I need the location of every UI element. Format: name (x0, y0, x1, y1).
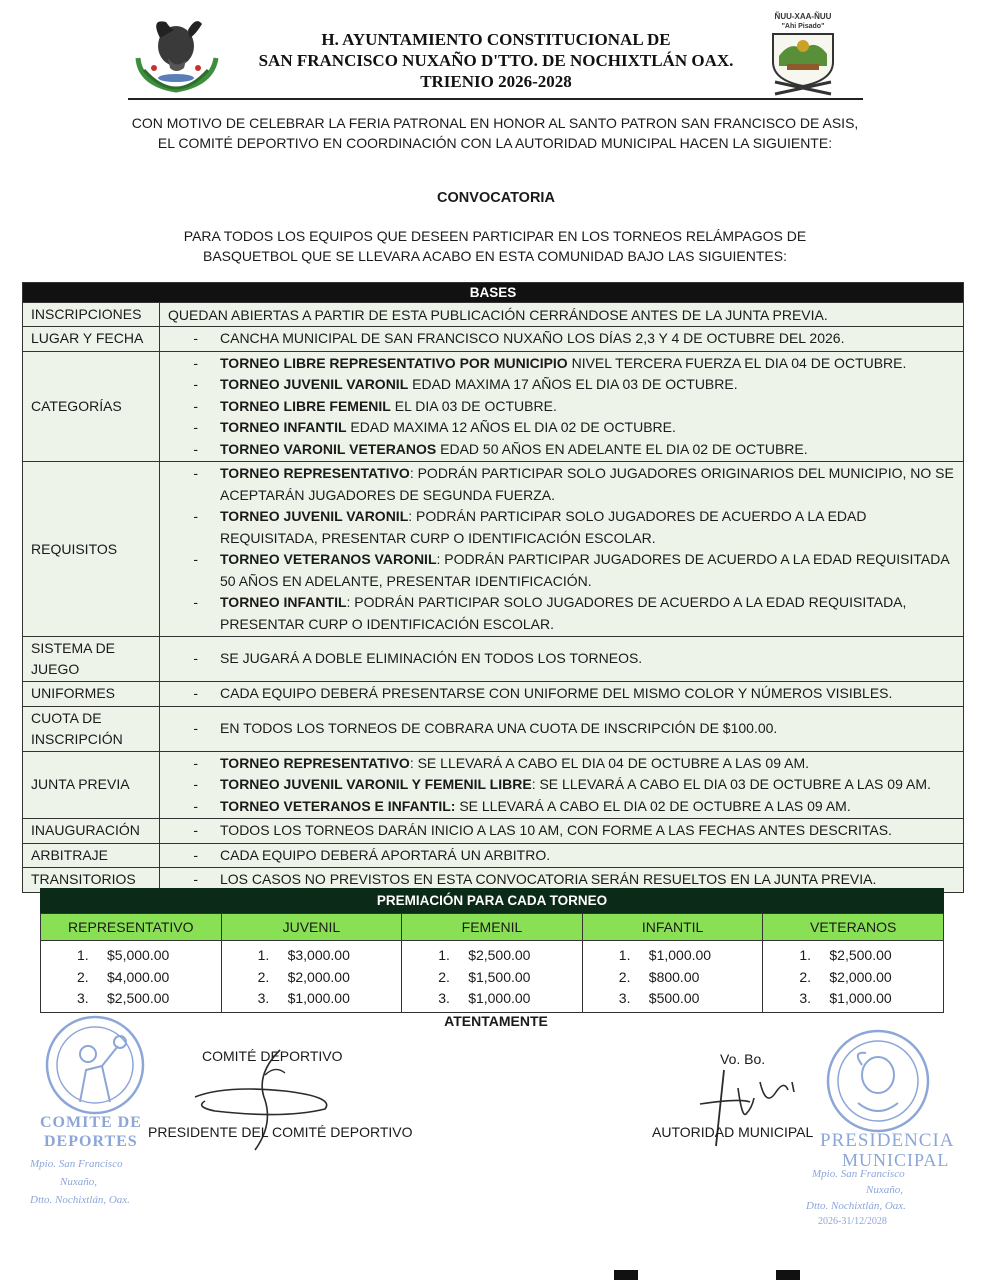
prize-column-header: VETERANOS (763, 914, 944, 941)
row-label-cuota (23, 706, 160, 751)
prize-cell (41, 941, 222, 1013)
scan-mark (614, 1270, 638, 1280)
prize-amount: $1,000.00 (468, 990, 531, 1006)
prize-amount: $5,000.00 (107, 947, 170, 963)
header-line-2: SAN FRANCISCO NUXAÑO D'TTO. DE NOCHIXTLÁN OAX. (258, 51, 734, 70)
row-text-inauguracion: TODOS LOS TORNEOS DARÁN INICIO A LAS 10 AM, CON FORME A LAS FECHAS ANTES DESCRITAS. (220, 822, 892, 838)
category-bold: TORNEO VARONIL VETERANOS (220, 440, 437, 457)
prize-amount: $2,000.00 (287, 968, 350, 985)
bullet-dash: - (193, 376, 198, 392)
prize-cell (221, 941, 402, 1013)
seal-right-line-1: PRESIDENCIA (820, 1130, 955, 1151)
category-text: EDAD MAXIMA 17 AÑOS EL DIA 03 DE OCTUBRE. (408, 376, 738, 392)
prize-amount: $1,000.00 (287, 990, 350, 1006)
bullet-dash: - (193, 776, 198, 792)
category-text: EL DIA 03 DE OCTUBRE. (390, 397, 557, 414)
junta-bold: TORNEO JUVENIL VARONIL Y FEMENIL LIBRE (220, 776, 532, 792)
autoridad-label: AUTORIDAD MUNICIPAL (652, 1124, 814, 1140)
table-row (23, 819, 964, 844)
prize-rank: 3. (799, 990, 812, 1006)
comite-label: COMITÉ DEPORTIVO (202, 1048, 343, 1064)
comite-seal-icon (40, 1010, 150, 1120)
prize-amount: $1,000.00 (829, 990, 892, 1006)
prize-rank: 3. (257, 990, 270, 1006)
table-row (23, 751, 964, 819)
prize-cell (582, 941, 763, 1013)
seal-right-line-6: 2026-31/12/2028 (818, 1216, 887, 1227)
bullet-dash: - (193, 440, 198, 457)
row-text-cuota: EN TODOS LOS TORNEOS DE COBRARA UNA CUOTA DE INSCRIPCIÓN DE $100.00. (220, 719, 778, 736)
prize-rank: 3. (618, 990, 631, 1006)
sistema-label-1: SISTEMA DE (31, 640, 116, 656)
category-text: NIVEL TERCERA FUERZA EL DIA 04 DE OCTUBRE. (567, 354, 907, 371)
junta-bold: TORNEO REPRESENTATIVO (220, 754, 410, 771)
atentamente-label: ATENTAMENTE (444, 1013, 548, 1029)
row-label-inauguracion: INAUGURACIÓN (23, 819, 160, 844)
bullet-dash: - (193, 330, 198, 346)
category-bold: TORNEO INFANTIL (220, 419, 347, 435)
category-text: EDAD 50 AÑOS EN ADELANTE EL DIA 02 DE OCTUBRE. (436, 440, 808, 457)
cuota-label-2: INSCRIPCIÓN (31, 730, 123, 747)
seal-right-line-4: Nuxaño, (866, 1184, 903, 1196)
row-label-arbitraje: ARBITRAJE (23, 843, 160, 868)
cuota-label-1: CUOTA DE (31, 709, 102, 726)
prize-amount: $3,000.00 (287, 947, 350, 963)
prize-cell (763, 941, 944, 1013)
header-line-3: TRIENIO 2026-2028 (420, 72, 572, 91)
row-label-uniformes: UNIFORMES (23, 682, 160, 707)
bullet-dash: - (193, 822, 198, 838)
requirement-bold: TORNEO JUVENIL VARONIL (220, 508, 409, 524)
prize-rank: 2. (257, 968, 270, 985)
row-label-sistema (23, 637, 160, 682)
prize-rank: 1. (799, 947, 812, 963)
table-row (23, 462, 964, 637)
seal-right-line-3: Mpio. San Francisco (812, 1168, 905, 1180)
prize-rank: 1. (257, 947, 270, 963)
prize-amount: $4,000.00 (107, 968, 170, 985)
bullet-dash: - (193, 754, 198, 771)
seal-left-line-3: Mpio. San Francisco (30, 1158, 123, 1170)
logo-text-2: "Ahi Pisado" (781, 23, 825, 30)
prize-rank: 2. (618, 968, 631, 985)
prize-table (40, 913, 944, 1013)
row-label-categorias: CATEGORÍAS (23, 351, 160, 462)
requirement-text: : PODRÁN PARTICIPAR JUGADORES DE ACUERDO A LA EDAD REQUISITADA 50 AÑOS EN ADELANTE, PRESENTAR IDENTIFICACIÓN. (220, 551, 949, 589)
seal-left-line-2: DEPORTES (44, 1133, 138, 1150)
bullet-dash: - (193, 797, 198, 814)
row-text-inscripciones: QUEDAN ABIERTAS A PARTIR DE ESTA PUBLICACIÓN CERRÁNDOSE ANTES DE LA JUNTA PREVIA. (160, 303, 964, 327)
row-text-transitorios: LOS CASOS NO PREVISTOS EN ESTA CONVOCATORIA SERÁN RESUELTOS EN LA JUNTA PREVIA. (220, 871, 877, 887)
seal-right-line-5: Dtto. Nochixtlán, Oax. (806, 1200, 906, 1212)
document-header (0, 0, 992, 105)
table-row (23, 351, 964, 462)
junta-bold: TORNEO VETERANOS E INFANTIL: (220, 797, 456, 814)
vobo-label: Vo. Bo. (720, 1051, 766, 1067)
sistema-label-2: JUEGO (31, 661, 80, 677)
convocatoria-title: CONVOCATORIA (437, 190, 555, 206)
row-label-inscripciones: INSCRIPCIONES (23, 303, 160, 327)
bullet-dash: - (193, 419, 198, 435)
junta-text: SE LLEVARÁ A CABO EL DIA 02 DE OCTUBRE A LAS 09 AM. (455, 797, 851, 814)
bullet-dash: - (193, 551, 198, 567)
bases-table (22, 282, 964, 893)
bullet-dash: - (193, 650, 198, 667)
intro-paragraph: CON MOTIVO DE CELEBRAR LA FERIA PATRONAL EN HONOR AL SANTO PATRON SAN FRANCISCO DE ASIS, EL COMITÉ DEPORTIVO EN COORDINACIÓN CON LA AUTORIDAD MUNICIPAL HACEN LA SIGUIENTE: (131, 115, 859, 151)
prize-section (40, 888, 944, 1013)
seal-left-line-4: Nuxaño, (60, 1176, 97, 1188)
requirement-text: : PODRÁN PARTICIPAR SOLO JUGADORES DE ACUERDO A LA EDAD REQUISITADA, PRESENTAR CURP O IDENTIFICACIÓN ESCOLAR. (220, 508, 867, 546)
bullet-dash: - (193, 871, 198, 887)
bullet-dash: - (193, 719, 198, 736)
row-label-junta: JUNTA PREVIA (23, 751, 160, 819)
municipal-seal-icon (822, 1025, 934, 1137)
row-label-requisitos: REQUISITOS (23, 462, 160, 637)
prize-rank: 3. (77, 990, 89, 1006)
town-logo (765, 10, 841, 98)
row-text-uniformes: CADA EQUIPO DEBERÁ PRESENTARSE CON UNIFORME DEL MISMO COLOR Y NÚMEROS VISIBLES. (220, 685, 893, 701)
prize-rank: 2. (438, 968, 450, 985)
bullet-dash: - (193, 508, 198, 524)
table-row (23, 843, 964, 868)
prize-column-header: INFANTIL (582, 914, 763, 941)
row-label-transitorios: TRANSITORIOS (23, 868, 160, 893)
requirement-bold: TORNEO REPRESENTATIVO (220, 465, 410, 481)
row-text-arbitraje: CADA EQUIPO DEBERÁ APORTARÁ UN ARBITRO. (220, 846, 551, 863)
table-row (23, 327, 964, 352)
bullet-dash: - (193, 846, 198, 863)
category-text: EDAD MAXIMA 12 AÑOS EL DIA 02 DE OCTUBRE. (346, 419, 676, 435)
prize-amount: $2,500.00 (107, 990, 170, 1006)
prize-cell (402, 941, 583, 1013)
participation-paragraph: PARA TODOS LOS EQUIPOS QUE DESEEN PARTICIPAR EN LOS TORNEOS RELÁMPAGOS DE BASQUETBOL QUE SE LLEVARA ACABO EN ESTA COMUNIDAD BAJO LAS SIGUIENTES: (183, 228, 807, 264)
junta-text: : SE LLEVARÁ A CABO EL DIA 04 DE OCTUBRE A LAS 09 AM. (409, 754, 809, 771)
header-line-1: H. AYUNTAMIENTO CONSTITUCIONAL DE (321, 30, 671, 49)
seal-right-line-2: MUNICIPAL (842, 1150, 950, 1170)
row-text-sistema: SE JUGARÁ A DOBLE ELIMINACIÓN EN TODOS LOS TORNEOS. (220, 650, 643, 667)
junta-text: : SE LLEVARÁ A CABO EL DIA 03 DE OCTUBRE A LAS 09 AM. (531, 776, 931, 792)
row-label-lugar: LUGAR Y FECHA (23, 327, 160, 352)
prize-column-header: JUVENIL (221, 914, 402, 941)
prize-rank: 1. (618, 947, 631, 963)
bullet-dash: - (193, 397, 198, 414)
requirement-bold: TORNEO VETERANOS VARONIL (220, 551, 437, 567)
bullet-dash: - (193, 354, 198, 371)
prize-rank: 2. (77, 968, 89, 985)
prize-header: PREMIACIÓN PARA CADA TORNEO (40, 888, 944, 913)
category-bold: TORNEO LIBRE FEMENIL (220, 397, 391, 414)
category-bold: TORNEO LIBRE REPRESENTATIVO POR MUNICIPIO (220, 354, 568, 371)
prize-rank: 1. (77, 947, 89, 963)
bullet-dash: - (193, 465, 198, 481)
prize-amount: $1,000.00 (648, 947, 712, 963)
category-bold: TORNEO JUVENIL VARONIL (220, 376, 409, 392)
prize-amount: $2,500.00 (468, 947, 531, 963)
prize-amount: $500.00 (648, 990, 700, 1006)
bullet-dash: - (193, 685, 198, 701)
logo-text-1: ÑUU-XAA-ÑUU (774, 12, 832, 21)
prize-rank: 3. (438, 990, 450, 1006)
requirement-bold: TORNEO INFANTIL (220, 594, 347, 610)
scan-mark (776, 1270, 800, 1280)
row-text-lugar: CANCHA MUNICIPAL DE SAN FRANCISCO NUXAÑO LOS DÍAS 2,3 Y 4 DE OCTUBRE DEL 2026. (220, 330, 845, 346)
prize-amount: $2,000.00 (829, 968, 892, 985)
table-row (23, 706, 964, 751)
seal-left-line-1: COMITE DE (40, 1114, 142, 1131)
prize-rank: 1. (438, 947, 450, 963)
header-divider (128, 98, 863, 100)
prize-column-header: REPRESENTATIVO (41, 914, 222, 941)
presidente-label: PRESIDENTE DEL COMITÉ DEPORTIVO (148, 1124, 413, 1140)
requirement-text: : PODRÁN PARTICIPAR SOLO JUGADORES DE ACUERDO A LA EDAD REQUISITADA, PRESENTAR CURP O IDENTIFICACIÓN ESCOLAR. (220, 594, 907, 632)
prize-amount: $2,500.00 (829, 947, 892, 963)
table-row (23, 637, 964, 682)
seal-left-line-5: Dtto. Nochixtlán, Oax. (30, 1194, 130, 1206)
table-row (23, 682, 964, 707)
bullet-dash: - (193, 594, 198, 610)
prize-column-header: FEMENIL (402, 914, 583, 941)
prize-rank: 2. (799, 968, 812, 985)
prize-amount: $800.00 (648, 968, 700, 985)
prize-amount: $1,500.00 (468, 968, 531, 985)
bases-header: BASES (23, 283, 964, 303)
table-row (23, 303, 964, 327)
requirement-text: : PODRÁN PARTICIPAR SOLO JUGADORES ORIGINARIOS DEL MUNICIPIO, NO SE ACEPTARÁN JUGADORES DE SEGUNDA FUERZA. (220, 465, 954, 503)
